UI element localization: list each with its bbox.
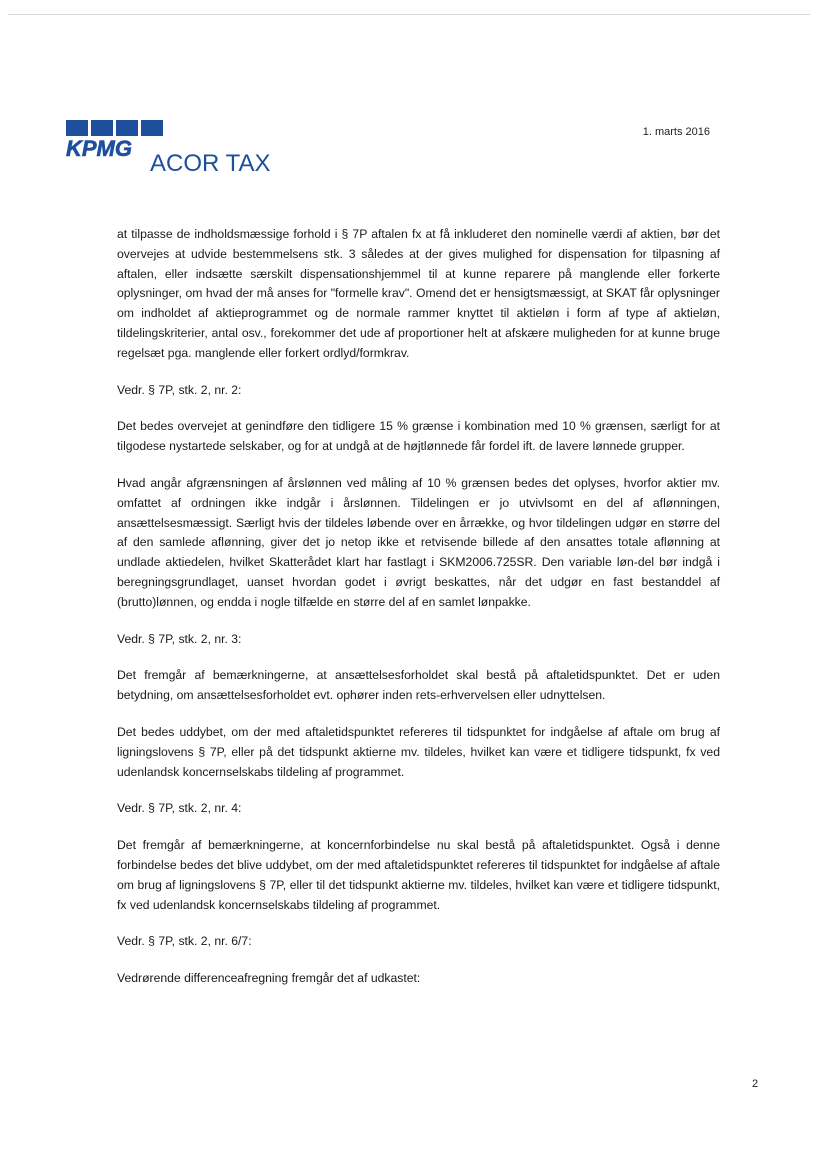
kpmg-logo-boxes <box>66 120 163 136</box>
document-date: 1. marts 2016 <box>642 126 710 138</box>
section-heading-nr3: Vedr. § 7P, stk. 2, nr. 3: <box>117 631 242 646</box>
paragraph-15-percent: Det bedes overvejet at genindføre den tidligere 15 % grænse i kombination med 10 % grænsen, særligt for at tilgodese nystartede selskaber, og for at undgå at de højtlønnede får fordel ift. de lavere lønnede grupper. <box>117 419 720 454</box>
kpmg-acor-tax-logo <box>66 120 276 180</box>
paragraph-difference: Vedrørende differenceafregning fremgår det af udkastet: <box>117 971 421 986</box>
logo-box-4 <box>141 120 163 136</box>
paragraph-koncern: Det fremgår af bemærkningerne, at koncernforbindelse nu skal bestå på aftaletidspunktet. Også i denne forbindelse bedes det blive uddybet, om der med aftaletidspunktet refereres til tidspunktet for indgåelse af aftale om brug af ligningslovens § 7P, eller til det tidspunkt aktierne mv. tildeles, hvilket kan være et tidligere tidspunkt, fx ved udenlandsk koncernselskabs tildeling af programmet. <box>117 838 720 912</box>
logo-box-1 <box>66 120 88 136</box>
section-heading-nr6-7: Vedr. § 7P, stk. 2, nr. 6/7: <box>117 934 252 949</box>
paragraph-ansaettelse: Det fremgår af bemærkningerne, at ansættelsesforholdet skal bestå på aftaletidspunktet. Det er uden betydning, om ansættelsesforholdet evt. ophører inden rets-erhvervelsen eller udnyttelsen. <box>117 668 720 703</box>
document-body <box>117 225 720 1006</box>
logo-box-3 <box>116 120 138 136</box>
scan-edge-line <box>8 14 810 15</box>
logo-box-2 <box>91 120 113 136</box>
section-heading-nr4: Vedr. § 7P, stk. 2, nr. 4: <box>117 801 242 816</box>
logo-kpmg-text: KPMG <box>66 136 132 161</box>
paragraph-aftaletidspunkt: Det bedes uddybet, om der med aftaletidspunktet refereres til tidspunktet for indgåelse af aftale om brug af ligningslovens § 7P, eller på det tidspunkt aktierne mv. tildeles, hvilket kan være et tidligere tidspunkt, fx ved udenlandsk koncernselskabs tildeling af programmet. <box>117 724 720 779</box>
logo-acortax-text: ACOR TAX <box>150 150 271 177</box>
paragraph-arslon: Hvad angår afgrænsningen af årslønnen ved måling af 10 % grænsen bedes det oplyses, hvorfor aktier mv. omfattet af ordningen ikke indgår i årslønnen. Tildelingen er jo utvivlsomt en del af aflønningen, ansættelsesmæssigt. Særligt hvis der tildeles løbende over en årrække, og hvor tildelingen udgør en større del af den samlede aflønning, giver det jo netop ikke et retvisende billede af den ansattes totale aflønning at undlade aktiedelen, hvilket Skatterådet klart har fastlagt i SKM2006.725SR. Den variable løn-del bør indgå i beregningsgrundlaget, uanset hvordan godet i øvrigt beskattes, når det udgør en fast bestanddel af (brutto)lønnen, og endda i nogle tilfælde en større del af en samlet lønpakke. <box>117 475 720 609</box>
paragraph-continuation: at tilpasse de indholdsmæssige forhold i § 7P aftalen fx at få inkluderet den nominelle værdi af aktien, bør det overvejes at udvide bestemmelsens stk. 3 således at der gives mulighed for dispensation for tilpasning af aftalen, eller indsætte særskilt dispensationshjemmel til at kunne reparere på manglende eller forkerte oplysninger, om hvad der må anses for "formelle krav". Omend det er hensigtsmæssigt, at SKAT får oplysninger om indholdet af aktieprogrammet og de normale rammer knyttet til aktieløn i form af type af aktieløn, tildelingskriterier, antal osv., forekommer det ude af proportioner helt at afskære muligheden for at kunne bruge regelsæt pga. manglende eller forkert ordlyd/formkrav. <box>117 227 720 360</box>
section-heading-nr2: Vedr. § 7P, stk. 2, nr. 2: <box>117 382 242 397</box>
page-number: 2 <box>752 1078 759 1090</box>
